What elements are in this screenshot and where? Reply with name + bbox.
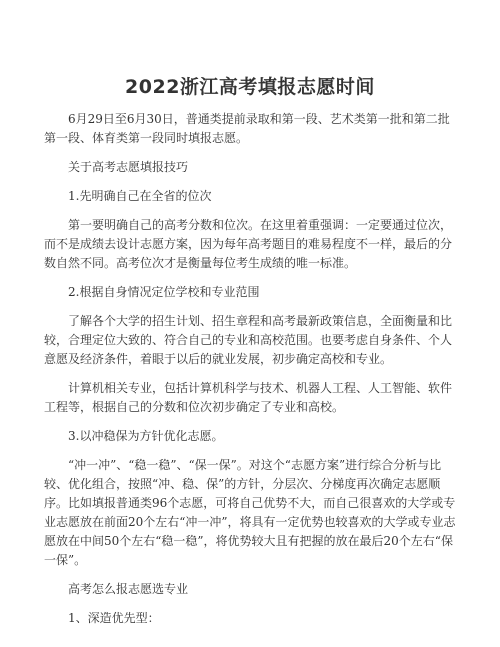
subheading-strategy: 3.以冲稳保为方针优化志愿。 [68,429,224,443]
section-heading-majors: 高考怎么报志愿选专业 [68,582,189,596]
paragraph-schedule: 6月29日至6月30日，普通类提前录取和第一段、艺术类第一批和第二批第一段、体育类第一段同时填报志愿。 [44,112,450,145]
document-title: 2022浙江高考填报志愿时间 [125,76,375,98]
paragraph-strategy: “冲一冲”、“稳一稳”、“保一保”。对这个“志愿方案”进行综合分析与比较、优化组合，按照“冲、稳、保”的方针，分层次、分梯度再次确定志愿顺序。比如填报普通类96个志愿，可将自己优势不大，而自己很喜欢的大学或专业志愿放在前面20个左右“冲一冲”，将具有一定优势也较喜欢的大学或专业志愿放在中间50个左右“稳一稳”，将优势较大且有把握的放在最后20个左右“保一保”。 [44,458,456,567]
subheading-positioning: 2.根据自身情况定位学校和专业范围 [68,285,260,299]
paragraph-computer-majors: 计算机相关专业，包括计算机科学与技术、机器人工程、人工智能、软件工程等，根据自己的分数和位次初步确定了专业和高校。 [44,381,453,414]
document-body [44,110,460,638]
subheading-further-study: 1、深造优先型： [68,611,160,625]
subheading-rank: 1.先明确自己在全省的位次 [68,189,212,203]
paragraph-rank: 第一要明确自己的高考分数和位次。在这里着重强调：一定要通过位次，而不是成绩去设计志愿方案，因为每年高考题目的难易程度不一样，最后的分数自然不同。高考位次才是衡量每位考生成绩的唯一标准。 [44,218,453,270]
section-heading-tips: 关于高考志愿填报技巧 [68,160,189,174]
paragraph-positioning: 了解各个大学的招生计划、招生章程和高考最新政策信息，全面衡量和比较，合理定位大致的、符合自己的专业和高校范围。也要考虑自身条件、个人意愿及经济条件，着眼于以后的就业发展，初步确定高校和专业。 [44,314,453,366]
